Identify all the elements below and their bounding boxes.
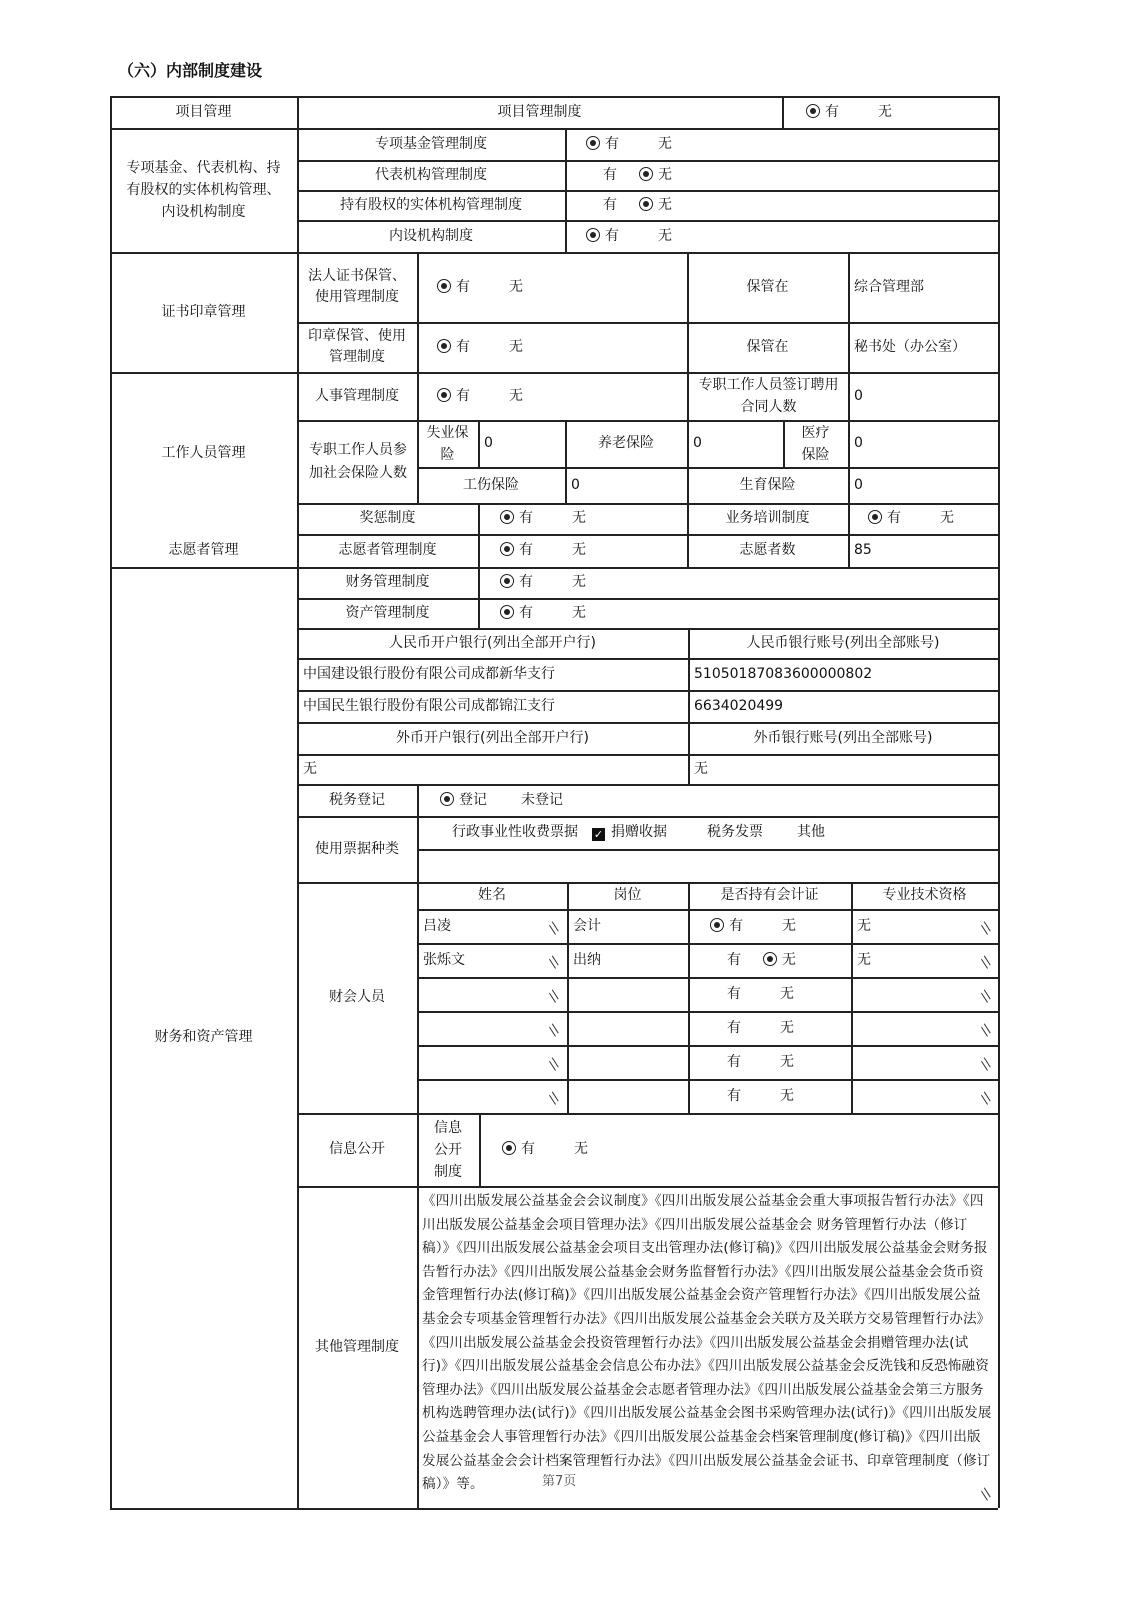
radio-yes-label: 有 (603, 197, 617, 213)
grid-line (417, 1079, 998, 1081)
grid-line (687, 372, 689, 467)
radio-selected-icon[interactable] (500, 605, 514, 619)
radio-selected-icon[interactable] (868, 510, 882, 524)
volunteer-system-radio[interactable] (500, 540, 586, 560)
radio-empty-icon[interactable] (641, 136, 653, 148)
section-title: （六）内部制度建设 (118, 61, 263, 80)
radio-no-label: 无 (509, 388, 523, 404)
radio-empty-icon[interactable] (923, 510, 935, 522)
contract-count-label: 专职工作人员签订聘用合同人数 (698, 377, 839, 415)
radio-no-label: 无 (780, 986, 794, 1002)
rmb-account-number: 51050187083600000802 (694, 665, 873, 682)
radio-no-label: 无 (658, 228, 672, 244)
seal-item-label: 印章保管、使用管理制度 (308, 328, 406, 365)
rmb-account-header: 人民币银行账号(列出全部账号) (746, 634, 940, 651)
insurance-label: 专职工作人员参加社会保险人数 (309, 441, 407, 481)
hr-system-label: 人事管理制度 (315, 387, 399, 404)
resize-handle-icon[interactable]: // (977, 1022, 995, 1039)
entity-item-radio[interactable] (586, 134, 672, 154)
radio-empty-icon[interactable] (586, 167, 598, 179)
bill-type-option[interactable]: 捐赠收据 (611, 824, 667, 840)
radio-empty-icon[interactable] (555, 605, 567, 617)
project-mgmt-radio[interactable] (806, 102, 892, 122)
grid-line (297, 690, 998, 692)
staff-table-header: 岗位 (613, 887, 642, 903)
radio-no-label: 无 (878, 104, 892, 120)
injury-value: 0 (571, 476, 580, 493)
radio-no-label: 无 (509, 339, 523, 355)
radio-yes-label: 有 (456, 388, 470, 404)
radio-empty-icon[interactable] (763, 986, 775, 998)
radio-yes-label: 有 (727, 1054, 741, 1070)
rmb-account-number: 6634020499 (694, 697, 784, 714)
finance-system-label: 财务管理制度 (345, 574, 430, 590)
resize-handle-icon[interactable]: // (545, 920, 563, 937)
grid-line (417, 977, 998, 979)
seal-item-radio[interactable] (437, 277, 523, 297)
staff-cert-radio[interactable] (710, 1018, 794, 1038)
staff-cert-radio[interactable] (710, 984, 794, 1004)
unemployment-value: 0 (484, 435, 493, 451)
radio-selected-icon[interactable] (806, 104, 820, 118)
radio-empty-icon[interactable] (586, 197, 598, 209)
bill-type-option[interactable]: 其他 (797, 824, 825, 840)
pension-label: 养老保险 (598, 435, 654, 451)
disclosure-system-radio[interactable] (502, 1139, 588, 1159)
disclosure-label: 信息公开 (329, 1141, 385, 1157)
grid-line (848, 372, 850, 467)
grid-line (417, 1011, 998, 1013)
radio-selected-icon[interactable] (710, 918, 724, 932)
radio-selected-icon[interactable] (586, 136, 600, 150)
resize-handle-icon[interactable]: // (977, 1056, 995, 1073)
seal-kept-label: 保管在 (746, 338, 789, 355)
grid-line (478, 503, 480, 567)
maternity-value: 0 (854, 476, 863, 493)
entity-item-radio[interactable] (586, 195, 672, 215)
hr-system-radio[interactable] (437, 386, 523, 406)
grid-line (848, 252, 850, 372)
radio-empty-icon[interactable] (557, 1141, 569, 1153)
seal-mgmt-label: 证书印章管理 (161, 303, 246, 320)
medical-label: 医疗保险 (801, 424, 830, 463)
radio-empty-icon[interactable] (492, 279, 504, 291)
radio-empty-icon[interactable] (710, 1054, 722, 1066)
other-systems-label: 其他管理制度 (315, 1338, 399, 1355)
staff-name-cell: 张烁文 (423, 951, 465, 968)
radio-empty-icon[interactable] (710, 1020, 722, 1032)
radio-no-label: 无 (780, 1020, 794, 1036)
finance-mgmt-label: 财务和资产管理 (154, 1029, 253, 1045)
radio-no-label: 无 (658, 136, 672, 152)
radio-yes-label: 有 (603, 167, 617, 183)
grid-line (565, 467, 567, 503)
radio-selected-icon[interactable] (437, 339, 451, 353)
volunteer-mgmt-label: 志愿者管理 (168, 542, 239, 558)
tax-registration-label: 税务登记 (329, 791, 385, 808)
radio-yes-label: 有 (727, 1088, 741, 1104)
radio-yes-label: 有 (519, 605, 533, 621)
radio-selected-icon[interactable] (500, 574, 514, 588)
fx-bank-header: 外币开户银行(列出全部开户行) (396, 729, 589, 746)
radio-yes-label: 有 (521, 1141, 535, 1157)
grid-line (479, 1113, 481, 1186)
resize-handle-icon[interactable]: // (977, 1090, 995, 1107)
radio-yes-label: 有 (727, 986, 741, 1002)
entity-mgmt-label: 专项基金、代表机构、持有股权的实体机构管理、内设机构制度 (126, 160, 281, 220)
resize-handle-icon[interactable]: // (977, 988, 995, 1005)
page-number: 第7页 (542, 1474, 577, 1489)
radio-selected-icon[interactable] (437, 279, 451, 293)
radio-yes-label: 有 (456, 279, 470, 295)
fx-bank-name: 无 (303, 760, 317, 777)
checkbox-checked-icon[interactable]: ✓ (593, 828, 604, 841)
radio-empty-icon[interactable] (492, 388, 504, 400)
bill-type-option[interactable]: 税务发票 (707, 824, 763, 840)
radio-yes-label: 有 (519, 542, 533, 558)
grid-line (417, 909, 998, 911)
radio-yes-label: 有 (519, 510, 533, 526)
seal-kept-location: 秘书处（办公室） (854, 338, 966, 355)
radio-no-label: 无 (574, 1141, 588, 1157)
entity-item-label: 代表机构管理制度 (375, 166, 487, 183)
staff-qual-cell: 无 (857, 951, 871, 968)
resize-handle-icon[interactable]: // (977, 954, 995, 971)
injury-label: 工伤保险 (463, 476, 519, 493)
other-systems-text: 《四川出版发展公益基金会会议制度》《四川出版发展公益基金会重大事项报告暂行办法》《四川出版发展公益基金会项目管理办法》《四川出版发展公益基金会 财务管理暂行办法（修订稿）》《四川出版发展公益基金会项目支出管理办法(修订稿)》《四川出版发展公益基金会财务报告暂行办法》《四川出版发展公益基金会财务监督暂行办法》《四川出版发展公益基金会货币资金管理暂行办法(修订稿)》《四川出版发展公益基金会资产管理暂行办法》《四川出版发展公益基金会专项基金管理暂行办法》《四川出版发展公益基金会关联方及关联方交易管理暂行办法》《四川出版发展公益基金会投资管理暂行办法》《四川出版发展公益基金会捐赠管理办法(试行)》《四川出版发展公益基金会信息公布办法》《四川出版发展公益基金会反洗钱和反恐怖融资管理办法》《四川出版发展公益基金会志愿者管理办法》《四川出版发展公益基金会第三方服务机构选聘管理办法(试行)》《四川出版发展公益基金会图书采购管理办法(试行)》《四川出版发展公益基金会人事管理暂行办法》《四川出版发展公益基金会档案管理制度(修订稿)》《四川出版发展公益基金会会计档案管理暂行办法》《四川出版发展公益基金会证书、印章管理制度（修订稿）》等。 (422, 1193, 992, 1493)
radio-empty-icon[interactable] (555, 542, 567, 554)
radio-no-label: 无 (572, 574, 586, 590)
radio-selected-icon[interactable] (763, 952, 777, 966)
radio-empty-icon[interactable] (710, 952, 722, 964)
pension-value: 0 (693, 435, 702, 451)
seal-kept-label: 保管在 (746, 278, 789, 295)
entity-item-radio[interactable] (586, 165, 672, 185)
radio-yes-label: 有 (727, 1020, 741, 1036)
radio-yes-label: 有 (729, 918, 743, 934)
bill-types-label: 使用票据种类 (315, 840, 399, 857)
radio-yes-label: 有 (825, 104, 839, 120)
rmb-bank-name: 中国建设银行股份有限公司成都新华支行 (303, 665, 555, 682)
radio-empty-icon[interactable] (641, 228, 653, 240)
radio-empty-icon[interactable] (492, 339, 504, 351)
seal-item-radio[interactable] (437, 337, 523, 357)
tax-registered-label: 登记 (459, 792, 487, 808)
grid-line (297, 754, 998, 756)
resize-handle-icon[interactable]: // (977, 920, 995, 937)
staff-post-cell: 出纳 (573, 951, 601, 968)
disclosure-system-label: 信息公开制度 (434, 1119, 462, 1180)
staff-cert-radio[interactable] (710, 916, 796, 936)
volunteer-system-label: 志愿者管理制度 (338, 542, 437, 558)
resize-handle-icon[interactable]: // (545, 988, 563, 1005)
training-system-label: 业务培训制度 (725, 510, 810, 526)
medical-value: 0 (854, 435, 863, 451)
radio-empty-icon[interactable] (555, 574, 567, 586)
seal-item-label: 法人证书保管、使用管理制度 (308, 268, 406, 305)
staff-table-header: 姓名 (478, 887, 506, 903)
grid-line (782, 96, 784, 128)
radio-no-label: 无 (509, 279, 523, 295)
radio-selected-icon[interactable] (586, 228, 600, 242)
radio-no-label: 无 (572, 542, 586, 558)
radio-empty-icon[interactable] (763, 1088, 775, 1100)
radio-yes-label: 有 (887, 510, 901, 526)
tax-registration-radio[interactable] (440, 790, 563, 810)
radio-no-label: 无 (780, 1088, 794, 1104)
staff-mgmt-label: 工作人员管理 (161, 444, 246, 461)
radio-empty-icon[interactable] (555, 510, 567, 522)
radio-selected-icon[interactable] (639, 197, 653, 211)
entity-item-label: 持有股权的实体机构管理制度 (340, 196, 522, 213)
grid-line (478, 420, 480, 467)
grid-line (297, 658, 998, 660)
grid-line (848, 503, 850, 567)
radio-selected-icon[interactable] (440, 792, 454, 806)
grid-line (565, 128, 567, 252)
grid-line (417, 849, 998, 851)
radio-no-label: 无 (782, 952, 796, 968)
project-mgmt-system-label: 项目管理制度 (497, 103, 582, 120)
radio-yes-label: 有 (727, 952, 741, 968)
staff-qual-cell: 无 (857, 917, 871, 934)
radio-empty-icon[interactable] (763, 1020, 775, 1032)
finance-system-radio[interactable] (500, 572, 586, 592)
staff-post-cell: 会计 (573, 917, 601, 934)
resize-handle-icon[interactable]: // (545, 1056, 563, 1073)
seal-kept-location: 综合管理部 (854, 278, 924, 295)
entity-item-label: 专项基金管理制度 (375, 135, 487, 152)
staff-cert-radio[interactable] (710, 1052, 794, 1072)
fx-account-header: 外币银行账号(列出全部账号) (753, 729, 933, 746)
radio-empty-icon[interactable] (710, 986, 722, 998)
project-mgmt-label: 项目管理 (175, 103, 232, 120)
grid-line (998, 96, 1000, 1508)
resize-handle-icon[interactable]: // (545, 1022, 563, 1039)
radio-selected-icon[interactable] (639, 167, 653, 181)
radio-empty-icon[interactable] (765, 918, 777, 930)
staff-table-header: 是否持有会计证 (720, 887, 819, 903)
radio-selected-icon[interactable] (437, 388, 451, 402)
radio-empty-icon[interactable] (763, 1054, 775, 1066)
resize-handle-icon[interactable]: // (977, 1486, 995, 1503)
radio-no-label: 无 (940, 510, 954, 526)
staff-table-header: 专业技术资格 (882, 887, 967, 903)
reward-system-label: 奖惩制度 (359, 510, 416, 526)
volunteer-count-label: 志愿者数 (739, 542, 796, 558)
radio-empty-icon[interactable] (710, 1088, 722, 1100)
resize-handle-icon[interactable]: // (545, 954, 563, 971)
asset-system-label: 资产管理制度 (345, 604, 430, 621)
radio-no-label: 无 (658, 167, 672, 183)
reward-system-radio[interactable] (500, 508, 586, 528)
radio-yes-label: 有 (519, 574, 533, 590)
radio-yes-label: 有 (456, 339, 470, 355)
radio-no-label: 无 (572, 510, 586, 526)
radio-no-label: 无 (780, 1054, 794, 1070)
radio-no-label: 无 (572, 605, 586, 621)
radio-yes-label: 有 (605, 228, 619, 244)
radio-no-label: 无 (658, 197, 672, 213)
radio-selected-icon[interactable] (500, 510, 514, 524)
grid-line (110, 1508, 998, 1510)
staff-name-cell: 吕凌 (423, 917, 451, 934)
radio-selected-icon[interactable] (500, 542, 514, 556)
grid-line (848, 467, 850, 503)
grid-line (417, 252, 419, 372)
rmb-bank-header: 人民币开户银行(列出全部开户行) (389, 634, 596, 651)
radio-no-label: 无 (782, 918, 796, 934)
entity-item-radio[interactable] (586, 226, 672, 246)
contract-count-value: 0 (854, 387, 863, 404)
radio-yes-label: 有 (605, 136, 619, 152)
radio-empty-icon[interactable] (861, 104, 873, 116)
bill-type-option[interactable]: 行政事业性收费票据 (452, 824, 578, 840)
entity-item-label: 内设机构制度 (389, 227, 473, 244)
training-system-radio[interactable] (868, 508, 954, 528)
resize-handle-icon[interactable]: // (545, 1090, 563, 1107)
grid-line (417, 943, 998, 945)
rmb-bank-name: 中国民生银行股份有限公司成都锦江支行 (303, 697, 555, 714)
volunteer-count-value: 85 (854, 542, 872, 558)
grid-line (478, 567, 480, 628)
fx-account-number: 无 (694, 760, 708, 777)
unemployment-label: 失业保险 (426, 424, 469, 463)
staff-cert-radio[interactable] (710, 1086, 794, 1106)
asset-system-radio[interactable] (500, 603, 586, 623)
grid-line (417, 1045, 998, 1047)
maternity-label: 生育保险 (739, 476, 796, 493)
radio-selected-icon[interactable] (502, 1141, 516, 1155)
tax-unregistered-label: 未登记 (521, 792, 563, 808)
staff-cert-radio[interactable] (710, 950, 796, 970)
finance-staff-label: 财会人员 (329, 989, 385, 1005)
bill-types-options[interactable] (452, 822, 839, 842)
